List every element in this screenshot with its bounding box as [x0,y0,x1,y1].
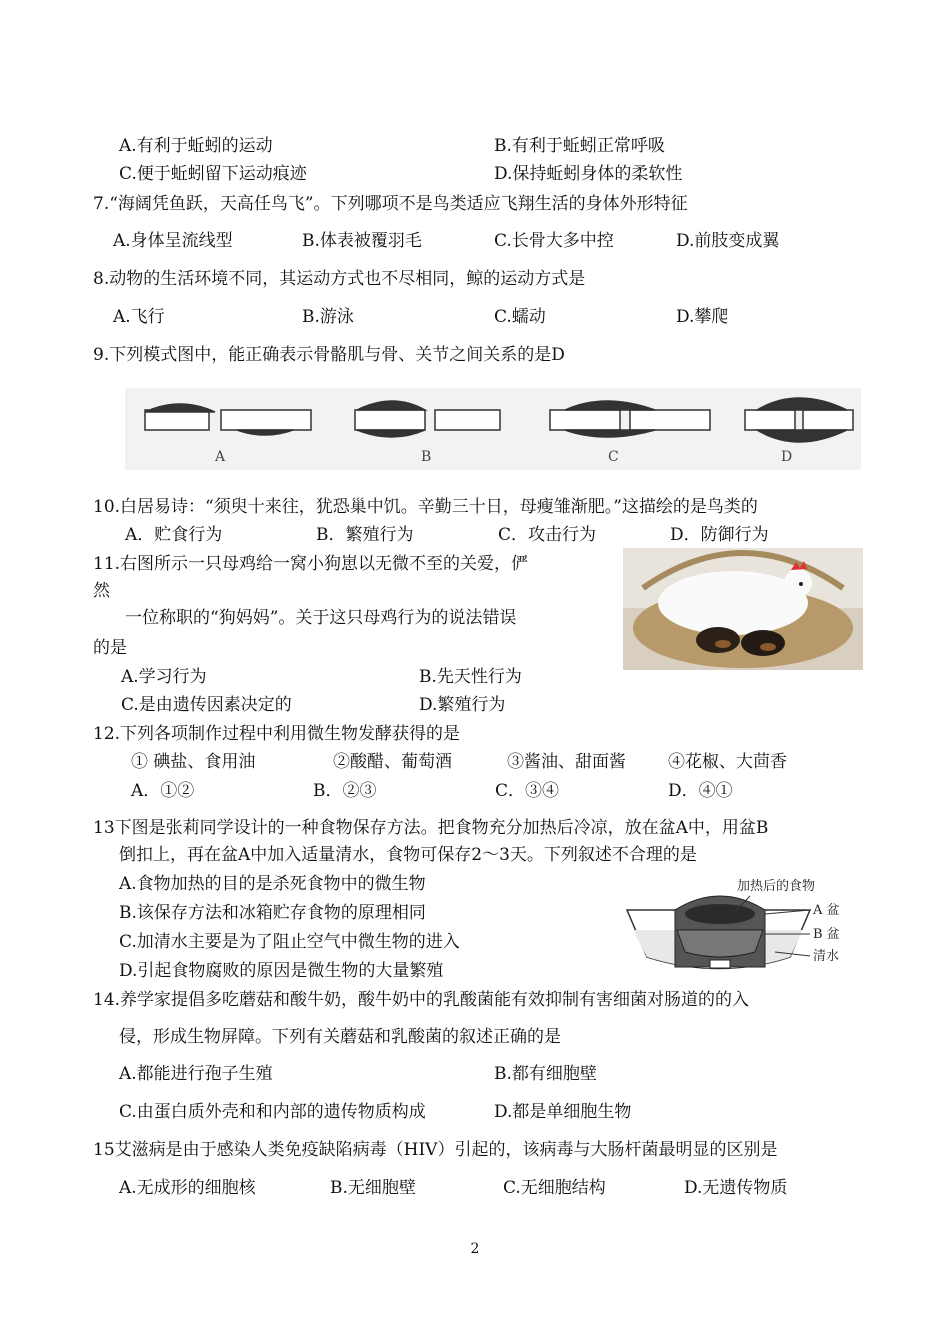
page-number: 2 [470,1241,480,1257]
diagram-label-a: A [215,449,226,465]
q6-option-a: A.有利于蚯蚓的运动 [119,136,273,156]
q11-stem-line1: 11.右图所示一只母鸡给一窝小狗崽以无微不至的关爱，俨 [93,554,529,574]
label-basin-a: A 盆 [813,903,840,918]
q7-option-a: A.身体呈流线型 [113,231,233,251]
q11-stem-line4: 的是 [93,638,127,658]
q13-option-b: B.该保存方法和冰箱贮存食物的原理相同 [119,903,426,923]
q6-option-c: C.便于蚯蚓留下运动痕迹 [119,164,307,184]
q13-stem-line1: 13下图是张莉同学设计的一种食物保存方法。把食物充分加热后冷凉，放在盆A中，用盆B [93,818,769,838]
muscle-bone-figure [125,388,861,470]
q12-item-2: ②酸醋、葡萄酒 [333,752,452,772]
q13-stem-line2: 倒扣上，再在盆A中加入适量清水，食物可保存2～3天。下列叙述不合理的是 [119,845,697,865]
q14-option-b: B.都有细胞壁 [494,1064,597,1084]
q14-option-d: D.都是单细胞生物 [494,1102,632,1122]
label-basin-b: B 盆 [813,927,840,942]
q12-stem: 12.下列各项制作过程中利用微生物发酵获得的是 [93,724,461,744]
q12-option-a: A．①② [131,781,195,801]
q15-option-a: A.无成形的细胞核 [119,1178,256,1198]
q13-option-d: D.引起食物腐败的原因是微生物的大量繁殖 [119,961,444,981]
q11-option-b: B.先天性行为 [419,667,522,687]
q7-option-c: C.长骨大多中控 [494,231,614,251]
diagram-label-b: B [421,449,432,465]
q11-option-a: A.学习行为 [121,667,207,687]
q14-option-c: C.由蛋白质外壳和和内部的遗传物质构成 [119,1102,426,1122]
q11-option-c: C.是由遗传因素决定的 [121,695,292,715]
q11-stem-line2: 然 [93,581,110,601]
q8-option-d: D.攀爬 [676,307,729,327]
q14-option-a: A.都能进行孢子生殖 [119,1064,273,1084]
label-heated-food: 加热后的食物 [737,879,816,894]
q8-stem: 8.动物的生活环境不同，其运动方式也不尽相同，鲸的运动方式是 [93,269,586,289]
q12-option-c: C．③④ [495,781,560,801]
q12-option-d: D．④① [668,781,733,801]
q13-option-c: C.加清水主要是为了阻止空气中微生物的进入 [119,932,460,952]
q15-option-d: D.无遗传物质 [684,1178,788,1198]
q8-option-c: C.蠕动 [494,307,546,327]
q10-option-b: B．繁殖行为 [316,525,414,545]
q12-item-1: ① 碘盐、食用油 [131,752,256,772]
q10-option-a: A．贮食行为 [125,525,223,545]
q13-option-a: A.食物加热的目的是杀死食物中的微生物 [119,874,426,894]
q7-option-d: D.前肢变成翼 [676,231,780,251]
diagram-label-d: D [781,449,793,465]
hen-puppies-photo [623,548,863,670]
q12-item-3: ③酱油、甜面酱 [507,752,626,772]
q11-stem-line3: 一位称职的“狗妈妈”。关于这只母鸡行为的说法错误 [125,608,517,628]
q15-option-b: B.无细胞壁 [330,1178,416,1198]
q10-stem: 10.白居易诗：“须臾十来往，犹恐巢中饥。辛勤三十日，母瘦雏渐肥。”这描绘的是鸟类的 [93,497,758,517]
q8-option-a: A.飞行 [113,307,165,327]
q14-stem-line2: 侵，形成生物屏障。下列有关蘑菇和乳酸菌的叙述正确的是 [119,1027,561,1047]
q6-option-d: D.保持蚯蚓身体的柔软性 [494,164,683,184]
q9-stem: 9.下列模式图中，能正确表示骨骼肌与骨、关节之间关系的是D [93,345,565,365]
q15-stem: 15艾滋病是由于感染人类免疫缺陷病毒（HIV）引起的，该病毒与大肠杆菌最明显的区别是 [93,1140,778,1160]
q12-option-b: B．②③ [313,781,377,801]
q11-option-d: D.繁殖行为 [419,695,506,715]
q14-stem-line1: 14.养学家提倡多吃蘑菇和酸牛奶，酸牛奶中的乳酸菌能有效抑制有害细菌对肠道的的入 [93,990,750,1010]
food-storage-diagram [625,872,870,987]
q12-item-4: ④花椒、大茴香 [668,752,787,772]
diagram-label-c: C [608,449,619,465]
q10-option-d: D．防御行为 [670,525,769,545]
q7-option-b: B.体表被覆羽毛 [302,231,422,251]
q6-option-b: B.有利于蚯蚓正常呼吸 [494,136,665,156]
label-water: 清水 [813,949,840,964]
q15-option-c: C.无细胞结构 [503,1178,606,1198]
q10-option-c: C．攻击行为 [498,525,597,545]
q7-stem: 7.“海阔凭鱼跃，天高任鸟飞”。下列哪项不是鸟类适应飞翔生活的身体外形特征 [93,194,688,214]
q8-option-b: B.游泳 [302,307,354,327]
